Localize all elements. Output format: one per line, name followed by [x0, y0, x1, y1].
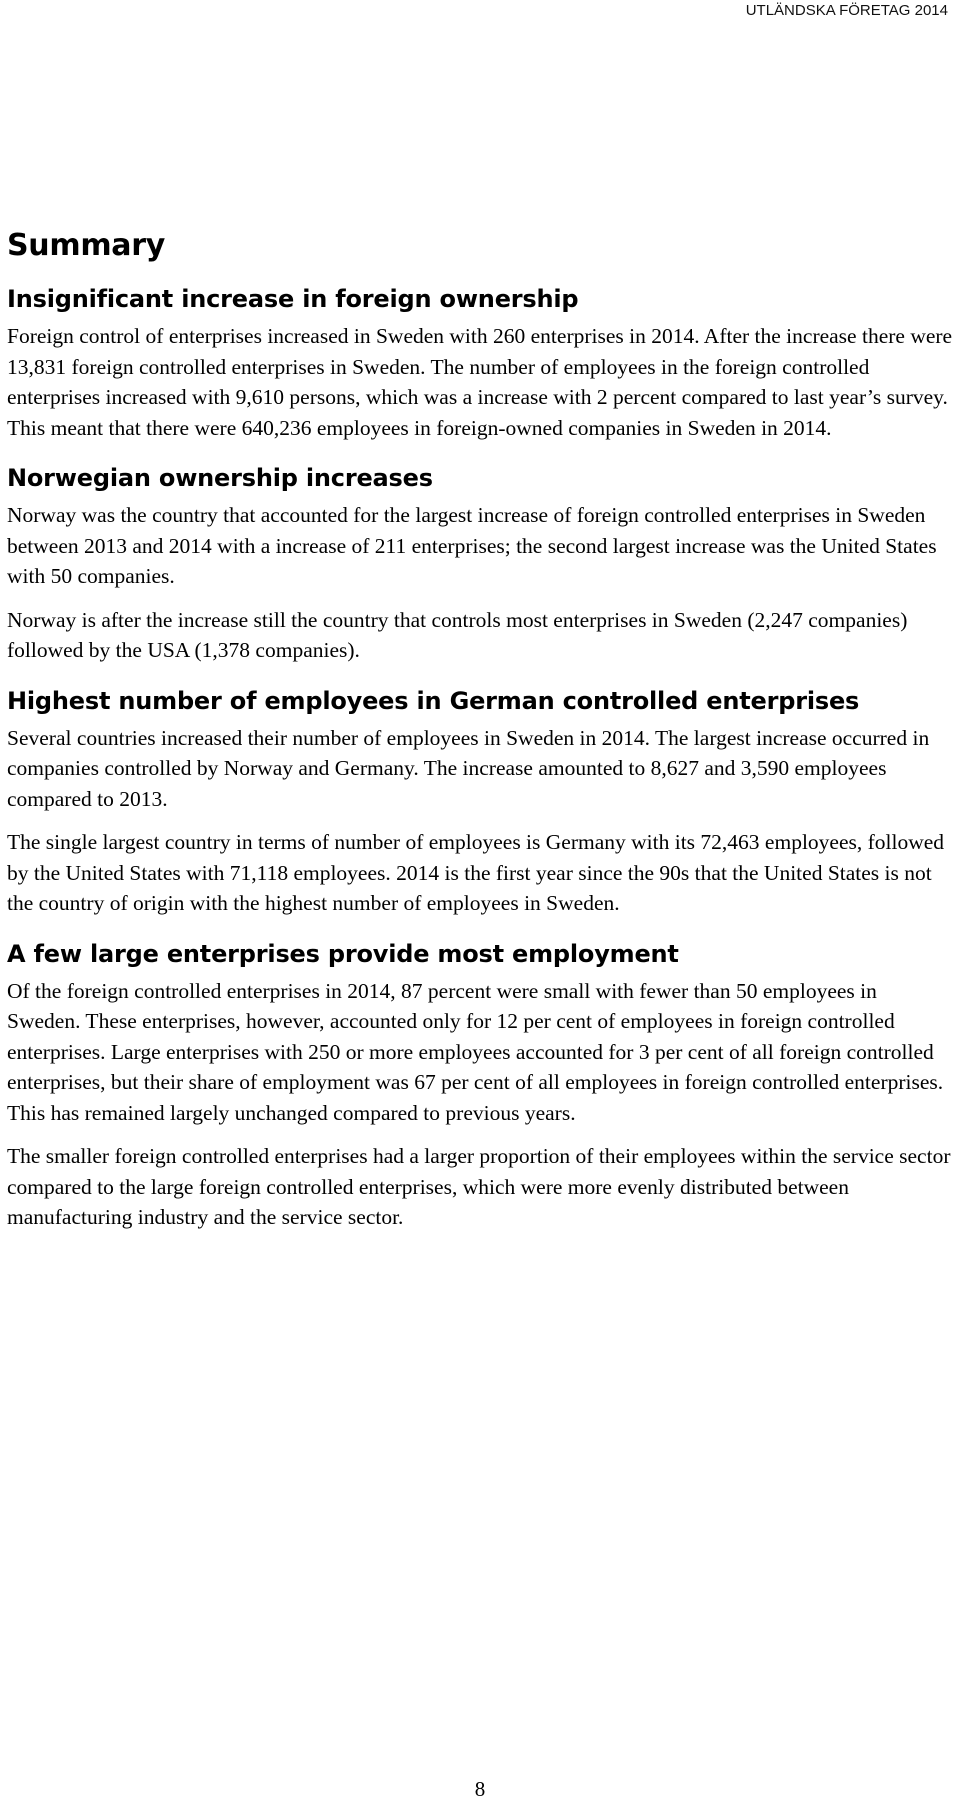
- section-heading: A few large enterprises provide most employment: [7, 939, 679, 968]
- section-german-employees: [7, 685, 955, 919]
- section-norwegian-ownership: [7, 462, 955, 666]
- paragraph: Of the foreign controlled enterprises in 2014, 87 percent were small with fewer than 50 employees in Sweden. These enterprises, however, accounted only for 12 per cent of employees in foreign controlled enterprises. Large enterprises with 250 or more employees accounted for 3 per cent of all foreign controlled enterprises, but their share of employment was 67 per cent of all employees in foreign controlled enterprises. This has remained largely unchanged compared to previous years.: [7, 978, 944, 1125]
- section-heading: Highest number of employees in German controlled enterprises: [7, 686, 860, 715]
- document-body: [7, 226, 955, 1233]
- section-heading: Norwegian ownership increases: [7, 464, 433, 492]
- paragraph: The single largest country in terms of number of employees is Germany with its 72,463 employees, followed by the United States with 71,118 employees. 2014 is the first year since the 90s that the United States is not the country of origin with the highest number of employees in Sweden.: [7, 830, 945, 915]
- section-foreign-ownership: [7, 283, 955, 443]
- section-large-enterprises: [7, 938, 955, 1233]
- paragraph: Norway is after the increase still the country that controls most enterprises in Sweden (2,247 companies) followed by the USA (1,378 companies).: [7, 607, 908, 662]
- page-title: Summary: [7, 228, 165, 263]
- section-heading: Insignificant increase in foreign ownership: [7, 285, 579, 313]
- paragraph: Foreign control of enterprises increased in Sweden with 260 enterprises in 2014. After the increase there were 13,831 foreign controlled enterprises in Sweden. The number of employees in the foreign controlled enterprises increased with 9,610 persons, which was a increase with 2 percent compared to last year’s survey. This meant that there were 640,236 employees in foreign-owned companies in Sweden in 2014.: [7, 324, 953, 440]
- page-number: 8: [474, 1777, 486, 1801]
- paragraph: Several countries increased their number of employees in Sweden in 2014. The largest increase occurred in companies controlled by Norway and Germany. The increase amounted to 8,627 and 3,590 employees compared to 2013.: [7, 725, 930, 811]
- running-header: UTLÄNDSKA FÖRETAG 2014: [745, 2, 948, 19]
- paragraph: The smaller foreign controlled enterprises had a larger proportion of their employees within the service sector compared to the large foreign controlled enterprises, which were more evenly distributed between manufacturing industry and the service sector.: [7, 1144, 951, 1229]
- paragraph: Norway was the country that accounted for the largest increase of foreign controlled enterprises in Sweden between 2013 and 2014 with a increase of 211 enterprises; the second largest increase was the United States with 50 companies.: [7, 503, 937, 588]
